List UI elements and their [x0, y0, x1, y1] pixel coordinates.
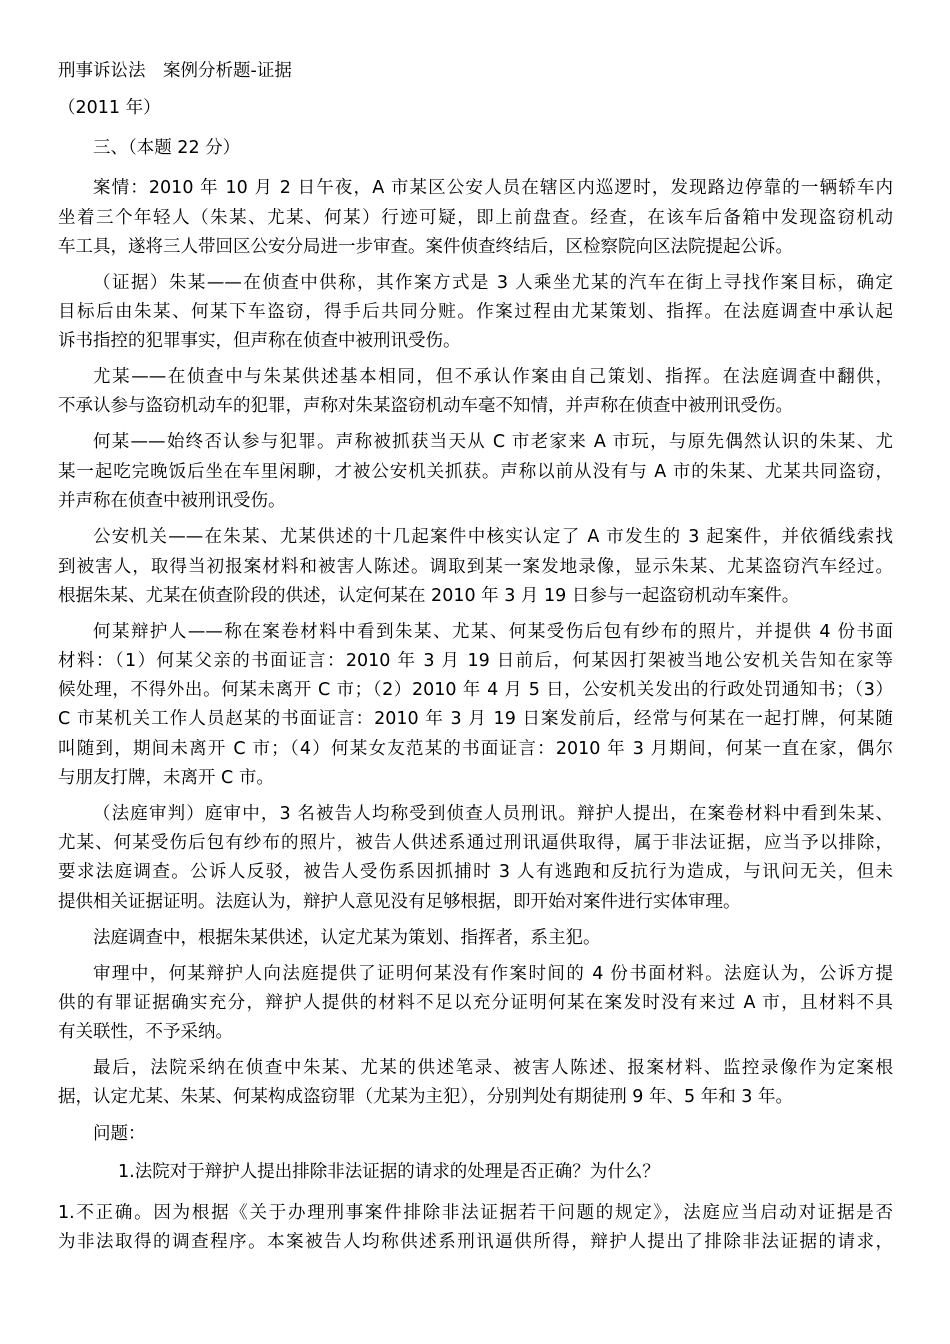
paragraph-line: 何某辩护人——称在案卷材料中看到朱某、尤某、何某受伤后包有纱布的照片，并提供 4 份书面 — [93, 622, 893, 642]
paragraph-line: 到被害人，取得当初报案材料和被害人陈述。调取到某一案发地录像，显示朱某、尤某盗窃汽车经过。 — [58, 557, 893, 577]
paragraph-line: 供的有罪证据确实充分，辩护人提供的材料不足以充分证明何某在案发时没有来过 A 市，且材料不具 — [58, 993, 893, 1013]
paragraph-line: 法庭调查中，根据朱某供述，认定尤某为策划、指挥者，系主犯。 — [93, 928, 601, 948]
paragraph-line: 案情：2010 年 10 月 2 日午夜，A 市某区公安人员在辖区内巡逻时，发现路边停靠的一辆轿车内 — [93, 178, 893, 198]
paragraph-line: C 市某机关工作人员赵某的书面证言：2010 年 3 月 19 日案发前后，经常与何某在一起打牌，何某随 — [58, 709, 893, 729]
paragraph-line: 公安机关——在朱某、尤某供述的十几起案件中核实认定了 A 市发生的 3 起案件，并依循线索找 — [93, 527, 893, 547]
paragraph-line: 叫随到，期间未离开 C 市；（4）何某女友范某的书面证言：2010 年 3 月期间，何某一直在家，偶尔 — [58, 739, 893, 759]
paragraph-line: 有关联性，不予采纳。 — [58, 1022, 233, 1042]
answer-line: 为非法取得的调查程序。本案被告人均称供述系刑讯逼供所得，辩护人提出了排除非法证据的请求， — [58, 1232, 893, 1252]
paragraph-line: 车工具，遂将三人带回区公安分局进一步审查。案件侦查终结后，区检察院向区法院提起公诉。 — [58, 237, 793, 257]
paragraph-line: 某一起吃完晚饭后坐在车里闲聊，才被公安机关抓获。声称以前从没有与 A 市的朱某、尤某共同盗窃， — [58, 462, 893, 482]
paragraph-line: 提供相关证据证明。法庭认为，辩护人意见没有足够根据，即开始对案件进行实体审理。 — [58, 892, 741, 912]
question-1: 1.法院对于辩护人提出排除非法证据的请求的处理是否正确？为什么？ — [118, 1162, 660, 1182]
paragraph-line: 材料：（1）何某父亲的书面证言：2010 年 3 月 19 日前后，何某因打架被当地公安机关告知在家等 — [58, 651, 893, 671]
questions-heading: 问题： — [93, 1124, 146, 1144]
paragraph-line: 最后，法院采纳在侦查中朱某、尤某的供述笔录、被害人陈述、报案材料、监控录像作为定案根 — [93, 1058, 893, 1078]
paragraph-line: 何某——始终否认参与犯罪。声称被抓获当天从 C 市老家来 A 市玩，与原先偶然认识的朱某、尤 — [93, 432, 893, 452]
paragraph-line: （法庭审判）庭审中，3 名被告人均称受到侦查人员刑讯。辩护人提出，在案卷材料中看到朱某、 — [93, 804, 893, 824]
paragraph-line: （证据）朱某——在侦查中供称，其作案方式是 3 人乘坐尤某的汽车在街上寻找作案目标，确定 — [93, 273, 893, 293]
document-year: （2011 年） — [58, 98, 161, 118]
paragraph-line: 诉书指控的犯罪事实，但声称在侦查中被刑讯受伤。 — [58, 331, 461, 351]
paragraph-line: 审理中，何某辩护人向法庭提供了证明何某没有作案时间的 4 份书面材料。法庭认为，公诉方提 — [93, 964, 893, 984]
paragraph-line: 并声称在侦查中被刑讯受伤。 — [58, 491, 286, 511]
paragraph-line: 候处理，不得外出。何某未离开 C 市；（2）2010 年 4 月 5 日，公安机关发出的行政处罚通知书；（3） — [58, 680, 893, 700]
paragraph-line: 据，认定尤某、朱某、何某构成盗窃罪（尤某为主犯），分别判处有期徒刑 9 年、5 年和 3 年。 — [58, 1087, 793, 1107]
section-heading: 三、（本题 22 分） — [93, 138, 241, 158]
paragraph-line: 与朋友打牌，未离开 C 市。 — [58, 768, 274, 788]
paragraph-line: 尤某——在侦查中与朱某供述基本相同，但不承认作案由自己策划、指挥。在法庭调查中翻供， — [93, 367, 893, 387]
paragraph-line: 不承认参与盗窃机动车的犯罪，声称对朱某盗窃机动车毫不知情，并声称在侦查中被刑讯受伤。 — [58, 396, 793, 416]
paragraph-line: 坐着三个年轻人（朱某、尤某、何某）行迹可疑，即上前盘查。经查，在该车后备箱中发现盗窃机动 — [58, 208, 893, 228]
document-title: 刑事诉讼法 案例分析题-证据 — [58, 61, 292, 81]
paragraph-line: 要求法庭调查。公诉人反驳，被告人受伤系因抓捕时 3 人有逃跑和反抗行为造成，与讯问无关，但未 — [58, 862, 893, 882]
paragraph-line: 尤某、何某受伤后包有纱布的照片，被告人供述系通过刑讯逼供取得，属于非法证据，应当予以排除， — [58, 833, 893, 853]
paragraph-line: 目标后由朱某、何某下车盗窃，得手后共同分赃。作案过程由尤某策划、指挥。在法庭调查中承认起 — [58, 302, 893, 322]
paragraph-line: 根据朱某、尤某在侦查阶段的供述，认定何某在 2010 年 3 月 19 日参与一起盗窃机动车案件。 — [58, 586, 800, 606]
answer-line: 1.不正确。因为根据《关于办理刑事案件排除非法证据若干问题的规定》，法庭应当启动对证据是否 — [58, 1203, 893, 1223]
